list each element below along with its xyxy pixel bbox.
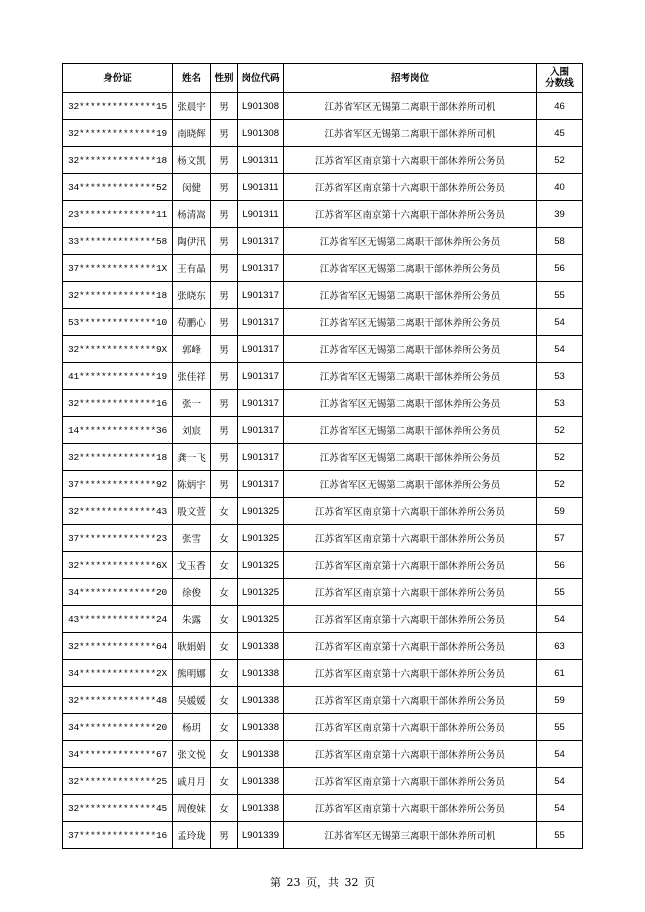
cell-code: L901338 bbox=[238, 714, 284, 741]
cell-score: 54 bbox=[537, 741, 583, 768]
cell-id: 34**************20 bbox=[63, 714, 173, 741]
cell-score: 55 bbox=[537, 822, 583, 849]
cell-gender: 男 bbox=[211, 471, 238, 498]
cell-name: 王有晶 bbox=[173, 255, 211, 282]
header-score-line1: 入围 bbox=[549, 67, 569, 78]
table-row bbox=[63, 606, 583, 633]
cell-score: 54 bbox=[537, 606, 583, 633]
table-row bbox=[63, 471, 583, 498]
cell-name: 南晓辉 bbox=[173, 120, 211, 147]
cell-gender: 女 bbox=[211, 579, 238, 606]
cell-score: 55 bbox=[537, 714, 583, 741]
cell-post: 江苏省军区南京第十六离职干部休养所公务员 bbox=[284, 147, 537, 174]
table-row bbox=[63, 444, 583, 471]
cell-score: 56 bbox=[537, 552, 583, 579]
cell-name: 闵健 bbox=[173, 174, 211, 201]
cell-id: 32**************15 bbox=[63, 93, 173, 120]
cell-id: 34**************20 bbox=[63, 579, 173, 606]
table-row bbox=[63, 363, 583, 390]
cell-id: 32**************64 bbox=[63, 633, 173, 660]
cell-name: 张一 bbox=[173, 390, 211, 417]
cell-id: 32**************48 bbox=[63, 687, 173, 714]
cell-post: 江苏省军区无锡第二离职干部休养所公务员 bbox=[284, 417, 537, 444]
cell-id: 37**************16 bbox=[63, 822, 173, 849]
table-row bbox=[63, 147, 583, 174]
cell-id: 41**************19 bbox=[63, 363, 173, 390]
table-row bbox=[63, 687, 583, 714]
cell-post: 江苏省军区南京第十六离职干部休养所公务员 bbox=[284, 687, 537, 714]
cell-gender: 男 bbox=[211, 228, 238, 255]
table-body bbox=[63, 93, 583, 849]
cell-score: 55 bbox=[537, 579, 583, 606]
cell-id: 32**************25 bbox=[63, 768, 173, 795]
cell-post: 江苏省军区无锡第二离职干部休养所司机 bbox=[284, 120, 537, 147]
cell-gender: 男 bbox=[211, 309, 238, 336]
cell-name: 孟玲珑 bbox=[173, 822, 211, 849]
cell-id: 34**************2X bbox=[63, 660, 173, 687]
cell-name: 戚月月 bbox=[173, 768, 211, 795]
header-score-line2: 分数线 bbox=[545, 78, 574, 89]
cell-gender: 男 bbox=[211, 822, 238, 849]
table-row bbox=[63, 822, 583, 849]
cell-post: 江苏省军区南京第十六离职干部休养所公务员 bbox=[284, 174, 537, 201]
cell-score: 53 bbox=[537, 390, 583, 417]
cell-code: L901338 bbox=[238, 633, 284, 660]
cell-score: 59 bbox=[537, 687, 583, 714]
cell-post: 江苏省军区无锡第二离职干部休养所公务员 bbox=[284, 363, 537, 390]
cell-score: 52 bbox=[537, 417, 583, 444]
cell-gender: 男 bbox=[211, 201, 238, 228]
cell-id: 32**************18 bbox=[63, 282, 173, 309]
cell-name: 张佳祥 bbox=[173, 363, 211, 390]
cell-name: 荀鹏心 bbox=[173, 309, 211, 336]
cell-gender: 女 bbox=[211, 687, 238, 714]
cell-id: 32**************6X bbox=[63, 552, 173, 579]
cell-code: L901339 bbox=[238, 822, 284, 849]
table-row bbox=[63, 741, 583, 768]
cell-score: 58 bbox=[537, 228, 583, 255]
cell-gender: 男 bbox=[211, 282, 238, 309]
table-row bbox=[63, 768, 583, 795]
cell-post: 江苏省军区南京第十六离职干部休养所公务员 bbox=[284, 768, 537, 795]
cell-name: 吴媛媛 bbox=[173, 687, 211, 714]
cell-post: 江苏省军区南京第十六离职干部休养所公务员 bbox=[284, 633, 537, 660]
cell-post: 江苏省军区南京第十六离职干部休养所公务员 bbox=[284, 201, 537, 228]
cell-name: 杨清嵩 bbox=[173, 201, 211, 228]
cell-name: 朱露 bbox=[173, 606, 211, 633]
cell-id: 32**************45 bbox=[63, 795, 173, 822]
cell-post: 江苏省军区无锡第二离职干部休养所公务员 bbox=[284, 336, 537, 363]
cell-post: 江苏省军区无锡第二离职干部休养所公务员 bbox=[284, 471, 537, 498]
cell-code: L901325 bbox=[238, 498, 284, 525]
table-row bbox=[63, 714, 583, 741]
cell-gender: 男 bbox=[211, 147, 238, 174]
table-row bbox=[63, 174, 583, 201]
cell-score: 40 bbox=[537, 174, 583, 201]
cell-code: L901308 bbox=[238, 120, 284, 147]
cell-code: L901317 bbox=[238, 363, 284, 390]
table-row bbox=[63, 120, 583, 147]
cell-name: 戈玉香 bbox=[173, 552, 211, 579]
cell-code: L901325 bbox=[238, 579, 284, 606]
cell-code: L901325 bbox=[238, 552, 284, 579]
cell-score: 56 bbox=[537, 255, 583, 282]
cell-id: 32**************18 bbox=[63, 147, 173, 174]
table-row bbox=[63, 633, 583, 660]
table-row bbox=[63, 93, 583, 120]
header-score bbox=[537, 64, 583, 93]
cell-code: L901317 bbox=[238, 309, 284, 336]
cell-name: 陈炳宇 bbox=[173, 471, 211, 498]
cell-name: 龚一飞 bbox=[173, 444, 211, 471]
table-row bbox=[63, 282, 583, 309]
cell-score: 53 bbox=[537, 363, 583, 390]
cell-gender: 男 bbox=[211, 93, 238, 120]
cell-code: L901325 bbox=[238, 606, 284, 633]
header-code: 岗位代码 bbox=[238, 64, 284, 93]
cell-post: 江苏省军区南京第十六离职干部休养所公务员 bbox=[284, 606, 537, 633]
cell-post: 江苏省军区无锡第二离职干部休养所公务员 bbox=[284, 390, 537, 417]
cell-id: 33**************58 bbox=[63, 228, 173, 255]
cell-score: 54 bbox=[537, 795, 583, 822]
cell-name: 郭峰 bbox=[173, 336, 211, 363]
cell-gender: 男 bbox=[211, 444, 238, 471]
cell-name: 杨文凯 bbox=[173, 147, 211, 174]
cell-gender: 男 bbox=[211, 120, 238, 147]
cell-post: 江苏省军区无锡第二离职干部休养所公务员 bbox=[284, 255, 537, 282]
cell-post: 江苏省军区无锡第二离职干部休养所公务员 bbox=[284, 309, 537, 336]
cell-id: 43**************24 bbox=[63, 606, 173, 633]
cell-id: 32**************19 bbox=[63, 120, 173, 147]
cell-code: L901317 bbox=[238, 282, 284, 309]
cell-name: 张晓东 bbox=[173, 282, 211, 309]
cell-code: L901317 bbox=[238, 471, 284, 498]
cell-name: 刘宸 bbox=[173, 417, 211, 444]
cell-name: 张晨宇 bbox=[173, 93, 211, 120]
cell-gender: 女 bbox=[211, 741, 238, 768]
cell-gender: 女 bbox=[211, 660, 238, 687]
cell-code: L901338 bbox=[238, 687, 284, 714]
cell-name: 徐俊 bbox=[173, 579, 211, 606]
cell-code: L901338 bbox=[238, 768, 284, 795]
cell-gender: 女 bbox=[211, 714, 238, 741]
cell-code: L901311 bbox=[238, 174, 284, 201]
header-row bbox=[63, 64, 583, 93]
cell-name: 杨玥 bbox=[173, 714, 211, 741]
cell-gender: 男 bbox=[211, 174, 238, 201]
cell-code: L901317 bbox=[238, 444, 284, 471]
cell-name: 张雪 bbox=[173, 525, 211, 552]
cell-gender: 男 bbox=[211, 336, 238, 363]
cell-gender: 男 bbox=[211, 417, 238, 444]
cell-gender: 女 bbox=[211, 633, 238, 660]
cell-name: 周俊妹 bbox=[173, 795, 211, 822]
cell-gender: 女 bbox=[211, 768, 238, 795]
table-row bbox=[63, 201, 583, 228]
table-row bbox=[63, 390, 583, 417]
cell-name: 殷文萱 bbox=[173, 498, 211, 525]
candidate-table bbox=[62, 63, 583, 849]
cell-name: 耿娟娟 bbox=[173, 633, 211, 660]
cell-post: 江苏省军区无锡第二离职干部休养所公务员 bbox=[284, 282, 537, 309]
cell-gender: 女 bbox=[211, 498, 238, 525]
cell-code: L901311 bbox=[238, 147, 284, 174]
cell-code: L901338 bbox=[238, 795, 284, 822]
header-gender: 性别 bbox=[211, 64, 238, 93]
cell-score: 39 bbox=[537, 201, 583, 228]
cell-gender: 女 bbox=[211, 795, 238, 822]
cell-score: 45 bbox=[537, 120, 583, 147]
cell-post: 江苏省军区南京第十六离职干部休养所公务员 bbox=[284, 498, 537, 525]
table-row bbox=[63, 795, 583, 822]
table-row bbox=[63, 498, 583, 525]
cell-score: 52 bbox=[537, 471, 583, 498]
cell-name: 张文悦 bbox=[173, 741, 211, 768]
header-name: 姓名 bbox=[173, 64, 211, 93]
table-row bbox=[63, 552, 583, 579]
table-row bbox=[63, 228, 583, 255]
cell-score: 63 bbox=[537, 633, 583, 660]
table-row bbox=[63, 525, 583, 552]
cell-code: L901317 bbox=[238, 255, 284, 282]
cell-post: 江苏省军区南京第十六离职干部休养所公务员 bbox=[284, 741, 537, 768]
cell-id: 53**************10 bbox=[63, 309, 173, 336]
cell-score: 61 bbox=[537, 660, 583, 687]
cell-id: 32**************18 bbox=[63, 444, 173, 471]
table-row bbox=[63, 417, 583, 444]
header-id: 身份证 bbox=[63, 64, 173, 93]
cell-id: 37**************23 bbox=[63, 525, 173, 552]
cell-score: 54 bbox=[537, 336, 583, 363]
cell-id: 32**************43 bbox=[63, 498, 173, 525]
table-row bbox=[63, 255, 583, 282]
cell-code: L901338 bbox=[238, 660, 284, 687]
cell-gender: 男 bbox=[211, 363, 238, 390]
cell-id: 34**************52 bbox=[63, 174, 173, 201]
cell-code: L901317 bbox=[238, 390, 284, 417]
cell-id: 37**************92 bbox=[63, 471, 173, 498]
cell-code: L901317 bbox=[238, 228, 284, 255]
cell-score: 54 bbox=[537, 309, 583, 336]
table-row bbox=[63, 660, 583, 687]
cell-code: L901308 bbox=[238, 93, 284, 120]
cell-score: 59 bbox=[537, 498, 583, 525]
cell-post: 江苏省军区南京第十六离职干部休养所公务员 bbox=[284, 552, 537, 579]
cell-post: 江苏省军区南京第十六离职干部休养所公务员 bbox=[284, 525, 537, 552]
cell-id: 23**************11 bbox=[63, 201, 173, 228]
cell-score: 55 bbox=[537, 282, 583, 309]
cell-score: 52 bbox=[537, 444, 583, 471]
cell-id: 32**************9X bbox=[63, 336, 173, 363]
cell-gender: 男 bbox=[211, 390, 238, 417]
table-row bbox=[63, 579, 583, 606]
cell-id: 14**************36 bbox=[63, 417, 173, 444]
page-number: 第 23 页，共 32 页 bbox=[270, 876, 375, 889]
cell-code: L901317 bbox=[238, 336, 284, 363]
cell-post: 江苏省军区南京第十六离职干部休养所公务员 bbox=[284, 579, 537, 606]
cell-post: 江苏省军区无锡第二离职干部休养所司机 bbox=[284, 93, 537, 120]
cell-code: L901338 bbox=[238, 741, 284, 768]
table-header bbox=[63, 64, 583, 93]
cell-post: 江苏省军区南京第十六离职干部休养所公务员 bbox=[284, 660, 537, 687]
cell-name: 陶伊汛 bbox=[173, 228, 211, 255]
cell-post: 江苏省军区无锡第三离职干部休养所司机 bbox=[284, 822, 537, 849]
cell-code: L901325 bbox=[238, 525, 284, 552]
cell-post: 江苏省军区南京第十六离职干部休养所公务员 bbox=[284, 714, 537, 741]
cell-id: 32**************16 bbox=[63, 390, 173, 417]
header-post: 招考岗位 bbox=[284, 64, 537, 93]
cell-post: 江苏省军区无锡第二离职干部休养所公务员 bbox=[284, 228, 537, 255]
table-row bbox=[63, 309, 583, 336]
cell-id: 37**************1X bbox=[63, 255, 173, 282]
cell-post: 江苏省军区南京第十六离职干部休养所公务员 bbox=[284, 795, 537, 822]
cell-score: 57 bbox=[537, 525, 583, 552]
cell-score: 46 bbox=[537, 93, 583, 120]
cell-code: L901317 bbox=[238, 417, 284, 444]
cell-gender: 女 bbox=[211, 525, 238, 552]
cell-gender: 女 bbox=[211, 606, 238, 633]
cell-score: 54 bbox=[537, 768, 583, 795]
cell-gender: 女 bbox=[211, 552, 238, 579]
cell-code: L901311 bbox=[238, 201, 284, 228]
cell-id: 34**************67 bbox=[63, 741, 173, 768]
table-row bbox=[63, 336, 583, 363]
cell-gender: 男 bbox=[211, 255, 238, 282]
cell-post: 江苏省军区无锡第二离职干部休养所公务员 bbox=[284, 444, 537, 471]
cell-score: 52 bbox=[537, 147, 583, 174]
cell-name: 熊明娜 bbox=[173, 660, 211, 687]
